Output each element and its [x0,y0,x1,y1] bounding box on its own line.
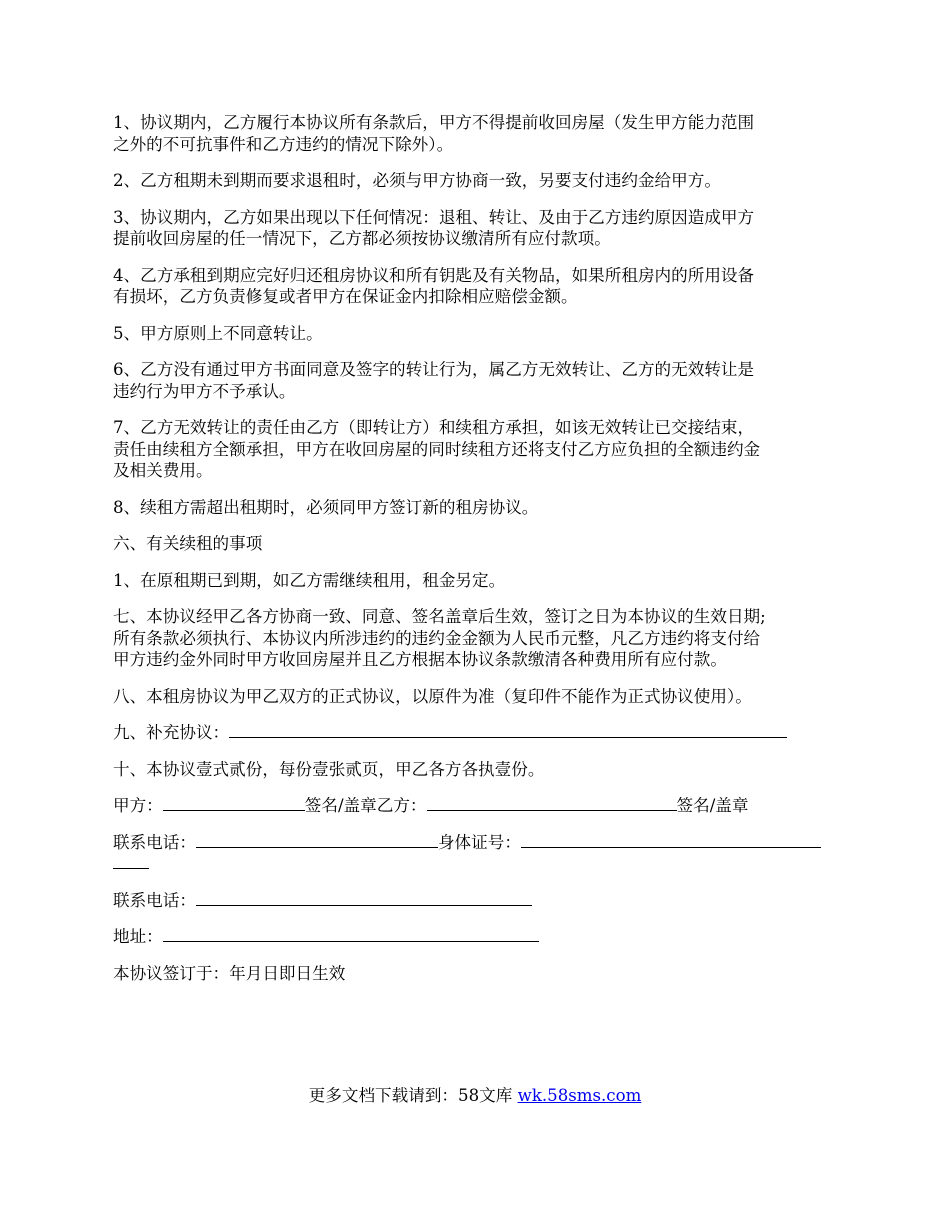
clause-line: 所有条款必须执行、本协议内所涉违约的违约金金额为人民币元整，凡乙方违约将支付给 [113,628,761,648]
clause-line: 3、协议期内，乙方如果出现以下任何情况：退租、转让、及由于乙方违约原因造成甲方 [113,207,755,227]
address-label: 地址： [113,927,163,946]
supplement-line [113,722,843,744]
phone-blank [196,833,438,848]
phone-blank-2 [196,891,532,906]
clauses [113,112,843,707]
clause-paragraph [113,497,843,519]
clause-line: 及相关费用。 [113,461,213,480]
clause-paragraph [113,207,843,250]
clause-paragraph [113,265,843,308]
phone-label: 联系电话： [113,832,196,852]
copies-clause: 十、本协议壹式贰份，每份壹张贰页，甲乙各方各执壹份。 [113,759,545,779]
clause-paragraph [113,112,843,155]
footer [0,1082,950,1106]
clause-line: 违约行为甲方不予承认。 [113,381,296,401]
clause-line: 6、乙方没有通过甲方书面同意及签字的转让行为，属乙方无效转让、乙方的无效转让是 [113,360,755,379]
clause-paragraph [113,686,843,708]
clause-paragraph [113,323,843,345]
clause-line: 有损坏，乙方负责修复或者甲方在保证金内扣除相应赔偿金额。 [113,287,578,306]
id-label: 身体证号： [437,832,521,852]
phone-id-line [113,832,843,875]
clause-paragraph [113,359,843,402]
address-blank [163,927,539,942]
party-a-blank [163,796,305,811]
sign-seal-b-label: 签名/盖章乙方： [304,796,427,815]
id-blank-continued [113,854,149,869]
clause-line: 1、协议期内，乙方履行本协议所有条款后，甲方不得提前收回房屋（发生甲方能力范围 [113,113,755,132]
sign-seal-label: 签名/盖章 [676,796,749,815]
clause-line: 六、有关续租的事项 [113,534,263,553]
party-b-blank [427,796,677,811]
clause-line: 甲方违约金外同时甲方收回房屋并且乙方根据本协议条款缴清各种费用所有应付款。 [113,650,727,669]
clause-line: 1、在原租期已到期，如乙方需继续租用，租金另定。 [113,570,506,590]
supplement-blank [229,723,787,738]
clause-paragraph [113,533,843,555]
clause-line: 7、乙方无效转让的责任由乙方（即转让方）和续租方承担，如该无效转让已交接结束， [113,418,755,437]
supplement-label: 九、补充协议： [113,723,230,742]
address-line [113,926,843,948]
signed-date: 本协议签订于：年月日即日生效 [113,963,346,983]
clause-paragraph [113,170,843,192]
clause-paragraph [113,417,843,482]
clause-line: 之外的不可抗事件和乙方违约的情况下除外）。 [113,134,454,154]
clause-line: 2、乙方租期未到期而要求退租时，必须与甲方协商一致，另要支付违约金给甲方。 [113,171,721,190]
clause-paragraph [113,570,843,592]
id-blank [521,833,821,848]
clause-line: 5、甲方原则上不同意转让。 [113,323,323,343]
phone-label-2: 联系电话： [113,890,196,910]
footer-text: 更多文档下载请到：58文库 [308,1086,513,1105]
clause-line: 责任由续租方全额承担，甲方在收回房屋的同时续租方还将支付乙方应负担的全额违约金 [113,439,761,459]
party-a-label: 甲方： [113,796,163,815]
clause-line: 提前收回房屋的任一情况下，乙方都必须按协议缴清所有应付款项。 [113,229,611,248]
clause-line: 4、乙方承租到期应完好归还租房协议和所有钥匙及有关物品，如果所租房内的所用设备 [113,265,755,285]
clause-line: 七、本协议经甲乙各方协商一致、同意、签名盖章后生效，签订之日为本协议的生效日期; [113,607,766,626]
signature-line [113,795,843,817]
document-body [113,112,843,999]
clause-line: 八、本租房协议为甲乙双方的正式协议，以原件为准（复印件不能作为正式协议使用）。 [113,686,752,706]
phone-line-2 [113,890,843,912]
footer-link[interactable]: wk.58sms.com [517,1086,642,1105]
clause-line: 8、续租方需超出租期时，必须同甲方签订新的租房协议。 [113,497,539,517]
clause-paragraph [113,606,843,671]
